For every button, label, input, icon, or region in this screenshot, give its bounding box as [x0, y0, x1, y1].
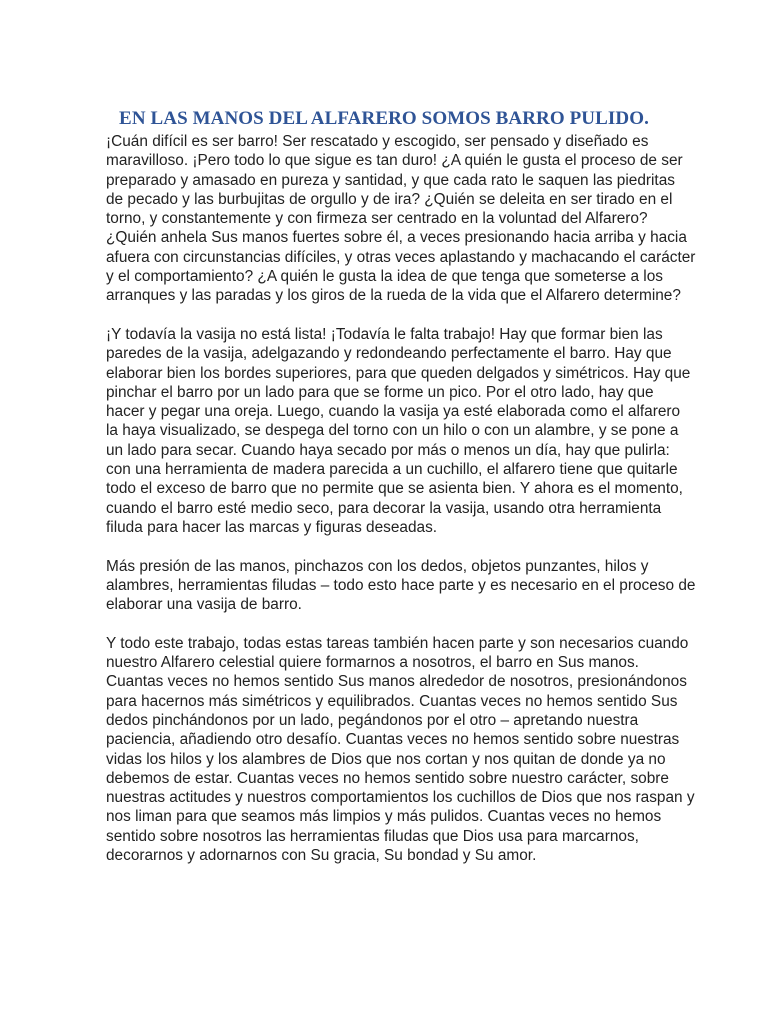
paragraph-3: Más presión de las manos, pinchazos con los dedos, objetos punzantes, hilos y alambres, herramientas filudas – todo esto hace parte y es necesario en el proceso de elaborar una vasija de barro.	[106, 557, 696, 614]
paragraph-4: Y todo este trabajo, todas estas tareas también hacen parte y son necesarios cuando nuestro Alfarero celestial quiere formarnos a nosotros, el barro en Sus manos. Cuantas veces no hemos sentido Sus manos alrededor de nosotros, presionándonos para hacernos más simétricos y equilibrados. Cuantas veces no hemos sentido Sus dedos pinchándonos por un lado, pegándonos por el otro – apretando nuestra paciencia, añadiendo otro desafío. Cuantas veces no hemos sentido sobre nuestras vidas los hilos y los alambres de Dios que nos cortan y nos quitan de donde ya no debemos de estar. Cuantas veces no hemos sentido sobre nuestro carácter, sobre nuestras actitudes y nuestros comportamientos los cuchillos de Dios que nos raspan y nos liman para que seamos más limpios y más pulidos. Cuantas veces no hemos sentido sobre nosotros las herramientas filudas que Dios usa para marcarnos, decorarnos y adornarnos con Su gracia, Su bondad y Su amor.	[106, 634, 695, 864]
paragraph-1: ¡Cuán difícil es ser barro! Ser rescatado y escogido, ser pensado y diseñado es maravilloso. ¡Pero todo lo que sigue es tan duro! ¿A quién le gusta el proceso de ser preparado y amasado en pureza y santidad, y que cada rato le saquen las piedritas de pecado y las burbujitas de orgullo y de ira? ¿Quién se deleita en ser tirado en el torno, y constantemente y con firmeza ser centrado en la voluntad del Alfarero? ¿Quién anhela Sus manos fuertes sobre él, a veces presionando hacia arriba y hacia afuera con circunstancias difíciles, y otras veces aplastando y machacando el carácter y el comportamiento? ¿A quién le gusta la idea de que tenga que someterse a los arranques y las paradas y los giros de la rueda de la vida que el Alfarero determine?	[106, 133, 696, 305]
document-title: EN LAS MANOS DEL ALFARERO SOMOS BARRO PULIDO.	[119, 108, 649, 129]
document-body	[106, 132, 696, 865]
paragraph-2: ¡Y todavía la vasija no está lista! ¡Todavía le falta trabajo! Hay que formar bien las paredes de la vasija, adelgazando y redondeando perfectamente el barro. Hay que elaborar bien los bordes superiores, para que queden delgados y simétricos. Hay que pinchar el barro por un lado para que se forme un pico. Por el otro lado, hay que hacer y pegar una oreja. Luego, cuando la vasija ya esté elaborada como el alfarero la haya visualizado, se despega del torno con un hilo o con un alambre, y se pone a un lado para secar. Cuando haya secado por más o menos un día, hay que pulirla: con una herramienta de madera parecida a un cuchillo, el alfarero tiene que quitarle todo el exceso de barro que no permite que se asienta bien. Y ahora es el momento, cuando el barro esté medio seco, para decorar la vasija, usando otra herramienta filuda para hacer las marcas y figuras deseadas.	[106, 325, 691, 536]
